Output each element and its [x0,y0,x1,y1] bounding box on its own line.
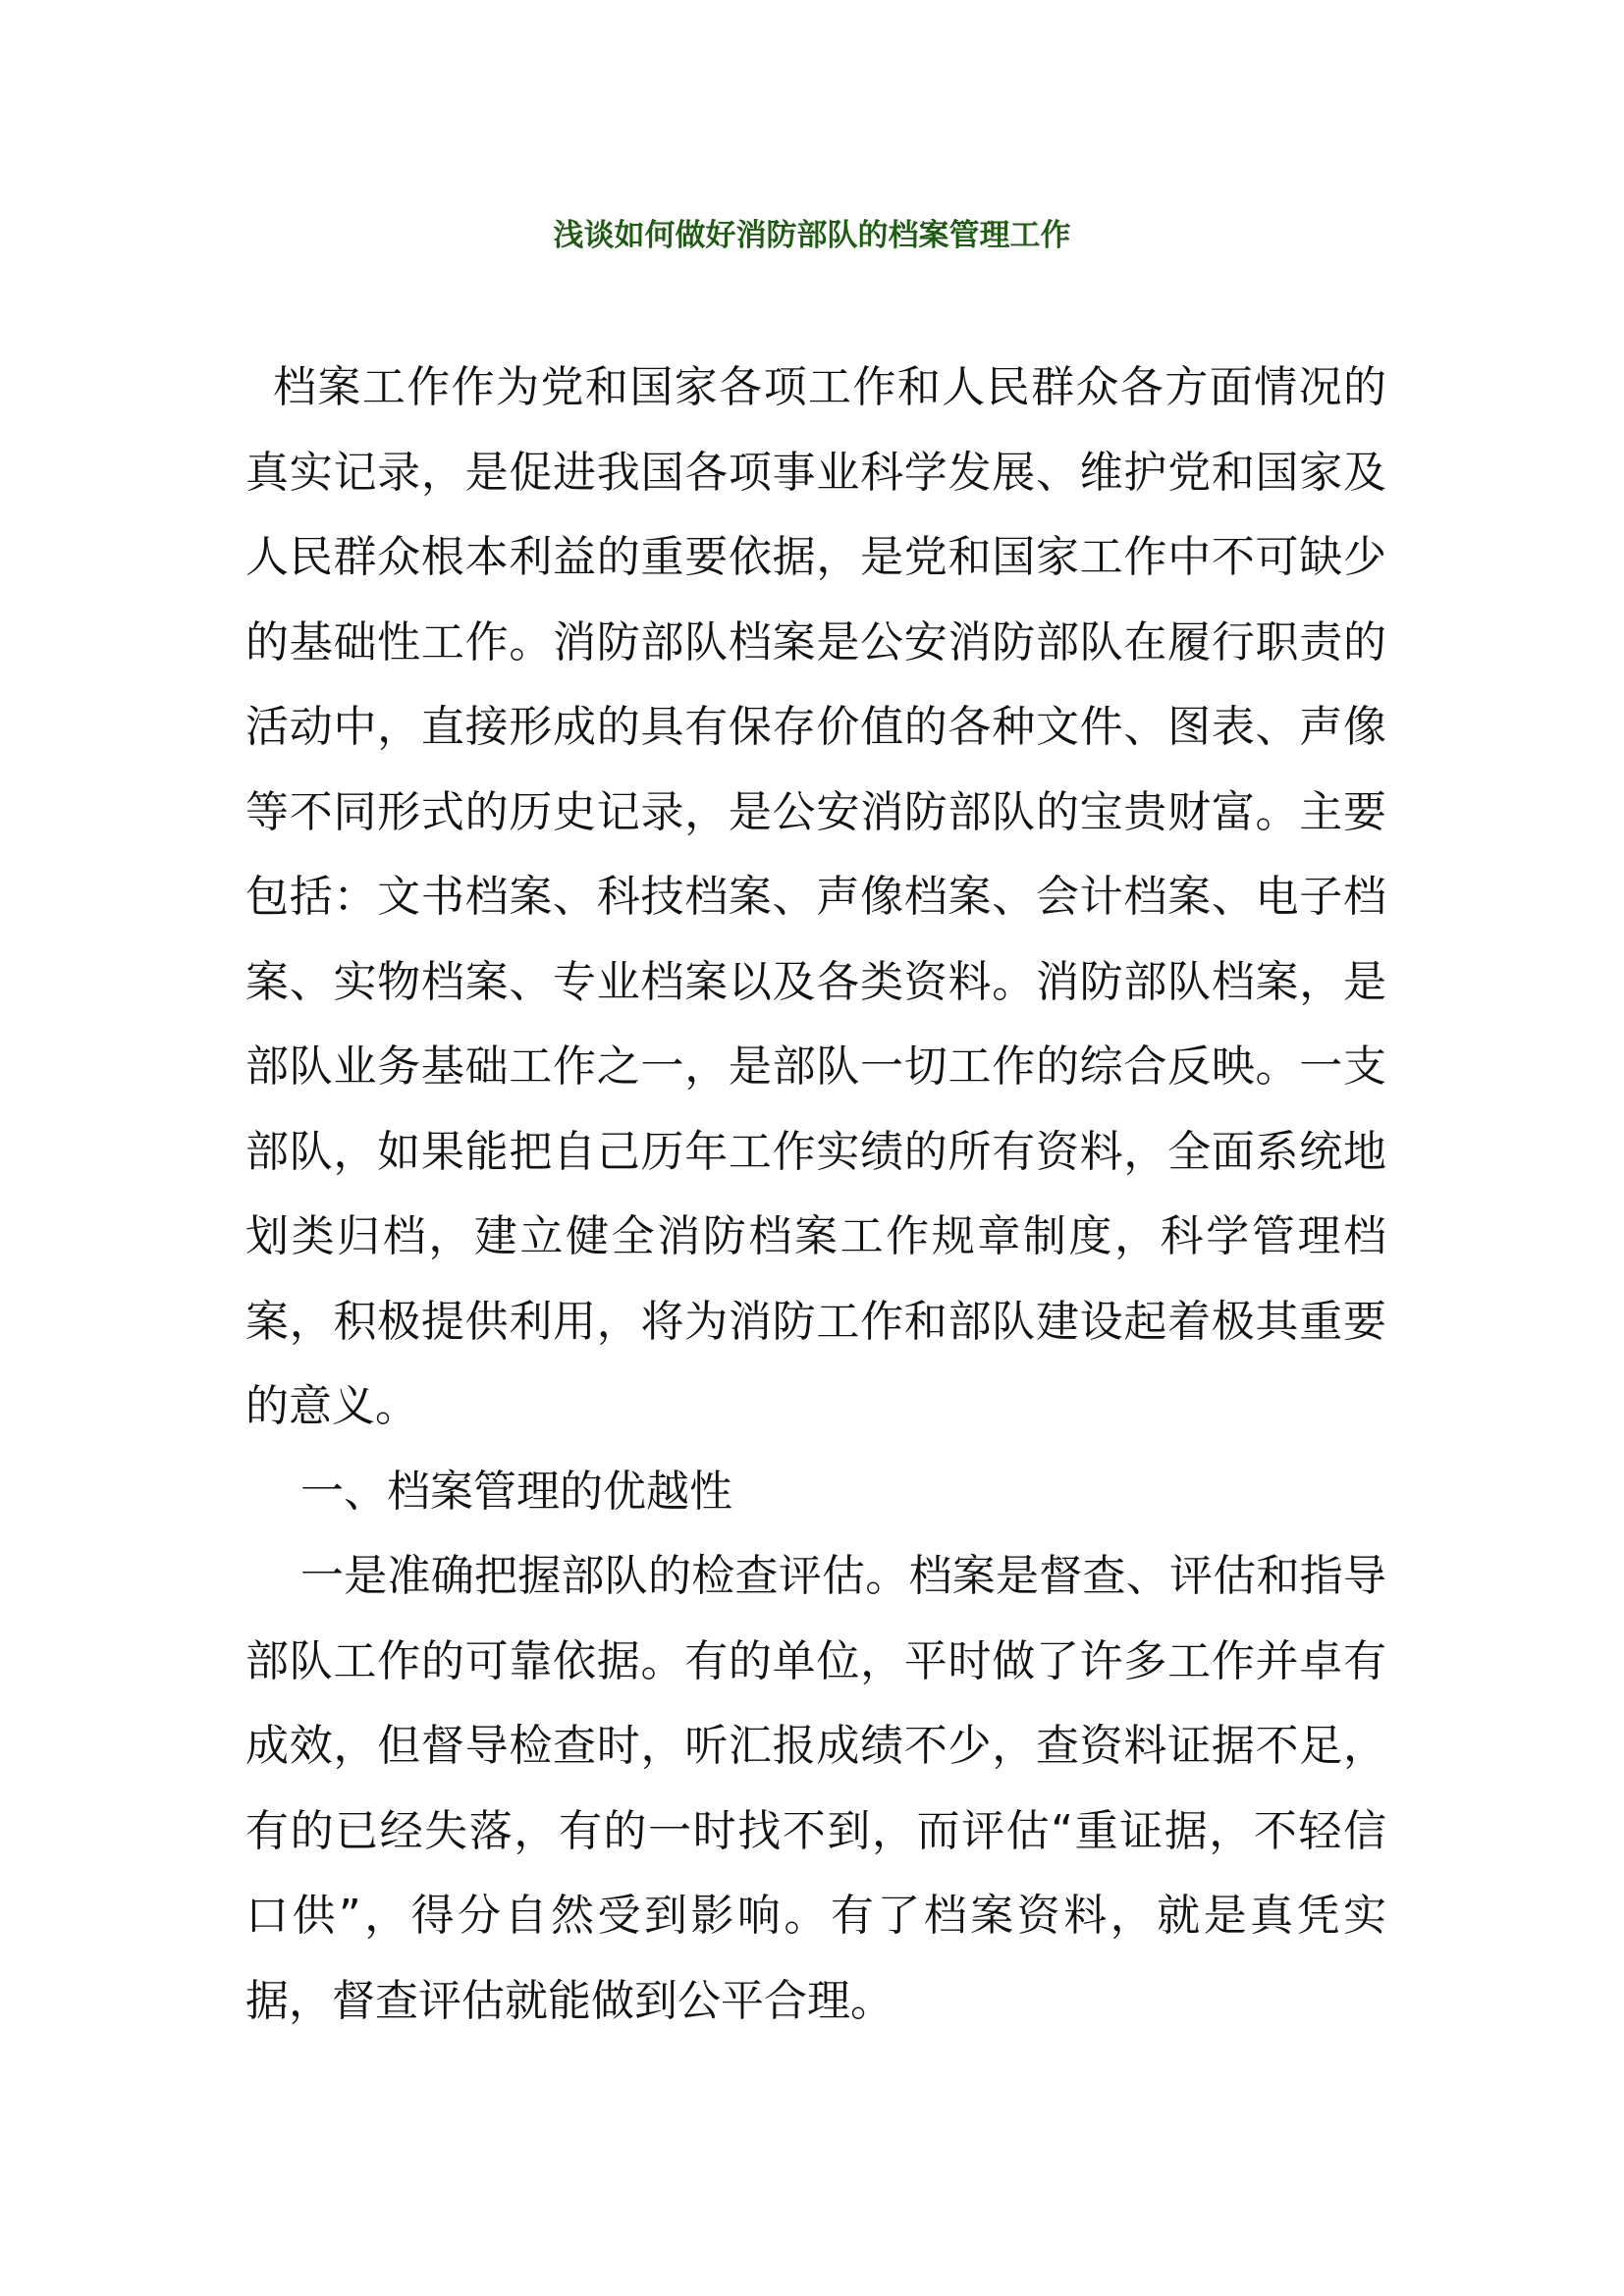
section-paragraph: 一是准确把握部队的检查评估。档案是督查、评估和指导部队工作的可靠依据。有的单位，平时做了许多工作并卓有成效，但督导检查时，听汇报成绩不少，查资料证据不足，有的已经失落，有的一时找不到，而评估“重证据，不轻信口供”，得分自然受到影响。有了档案资料，就是真凭实据，督查评估就能做到公平合理。 [245,1551,1386,2026]
intro-paragraph: 档案工作作为党和国家各项工作和人民群众各方面情况的真实记录，是促进我国各项事业科学发展、维护党和国家及人民群众根本利益的重要依据，是党和国家工作中不可缺少的基础性工作。消防部队档案是公安消防部队在履行职责的活动中，直接形成的具有保存价值的各种文件、图表、声像等不同形式的历史记录，是公安消防部队的宝贵财富。主要包括：文书档案、科技档案、声像档案、会计档案、电子档案、实物档案、专业档案以及各类资料。消防部队档案，是部队业务基础工作之一，是部队一切工作的综合反映。一支部队，如果能把自己历年工作实绩的所有资料，全面系统地划类归档，建立健全消防档案工作规章制度，科学管理档案，积极提供利用，将为消防工作和部队建设起着极其重要的意义。 [245,362,1386,1431]
document-body [245,346,1386,2044]
document-title: 浅谈如何做好消防部队的档案管理工作 [553,218,1071,253]
section-heading: 一、档案管理的优越性 [300,1466,732,1517]
